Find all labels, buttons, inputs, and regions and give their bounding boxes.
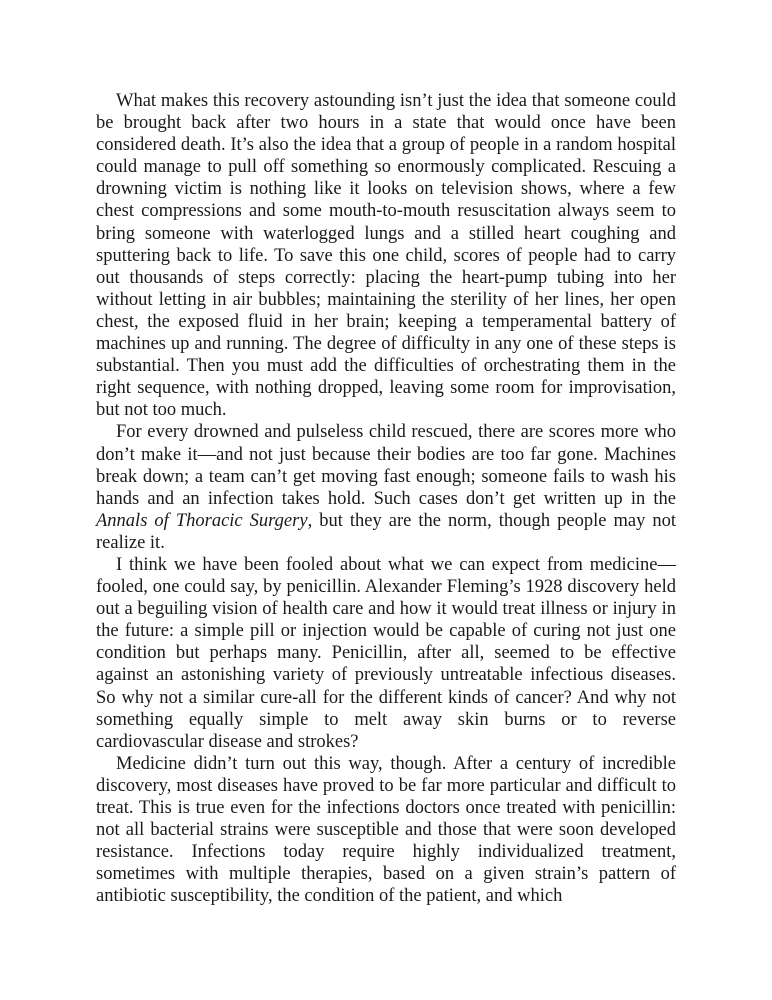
paragraph-4	[96, 753, 676, 908]
paragraph-2-text-start: For every drowned and pulseless child rescued, there are scores more who don’t make it—and not just because their bodies are too far gone. Machines break down; a team can’t get moving fast enough; someone fails to wash his hands and an infection takes hold. Such cases don’t get written up in the	[96, 422, 676, 509]
journal-title: Annals of Thoracic Surgery	[96, 510, 308, 531]
paragraph-2-text-end: , but they are the norm, though people may not realize it.	[96, 510, 677, 553]
paragraph-4-text: Medicine didn’t turn out this way, though. After a century of incredible discovery, most diseases have proved to be far more particular and difficult to treat. This is true even for the infections doctors once treated with penicillin: not all bacterial strains were susceptible and those that were soon developed resistance. Infections today require highly individualized treatment, sometimes with multiple therapies, based on a given strain’s pattern of antibiotic susceptibility, the condition of the patient, and which	[96, 753, 676, 907]
paragraph-3	[96, 554, 676, 753]
book-page-body	[96, 90, 676, 907]
paragraph-1-text: What makes this recovery astounding isn’t just the idea that someone could be brought back after two hours in a state that would once have been considered death. It’s also the idea that a group of people in a random hospital could manage to pull off something so enormously complicated. Rescuing a drowning victim is nothing like it looks on television shows, where a few chest compressions and some mouth-to-mouth resuscitation always seem to bring someone with waterlogged lungs and a stilled heart coughing and sputtering back to life. To save this one child, scores of people had to carry out thousands of steps correctly: placing the heart-pump tubing into her without letting in air bubbles; maintaining the sterility of her lines, her open chest, the exposed fluid in her brain; keeping a temperamental battery of machines up and running. The degree of difficulty in any one of these steps is substantial. Then you must add the difficulties of orchestrating them in the right sequence, with nothing dropped, leaving some room for improvisation, but not too much.	[96, 91, 676, 421]
paragraph-2	[96, 421, 676, 554]
paragraph-1	[96, 90, 676, 421]
paragraph-3-text: I think we have been fooled about what we can expect from medicine—fooled, one could say, by penicillin. Alexander Fleming’s 1928 discovery held out a beguiling vision of health care and how it would treat illness or injury in the future: a simple pill or injection would be capable of curing not just one condition but perhaps many. Penicillin, after all, seemed to be effective against an astonishing variety of previously untreatable infectious diseases. So why not a similar cure-all for the different kinds of cancer? And why not something equally simple to melt away skin burns or to reverse cardiovascular disease and strokes?	[96, 554, 676, 752]
